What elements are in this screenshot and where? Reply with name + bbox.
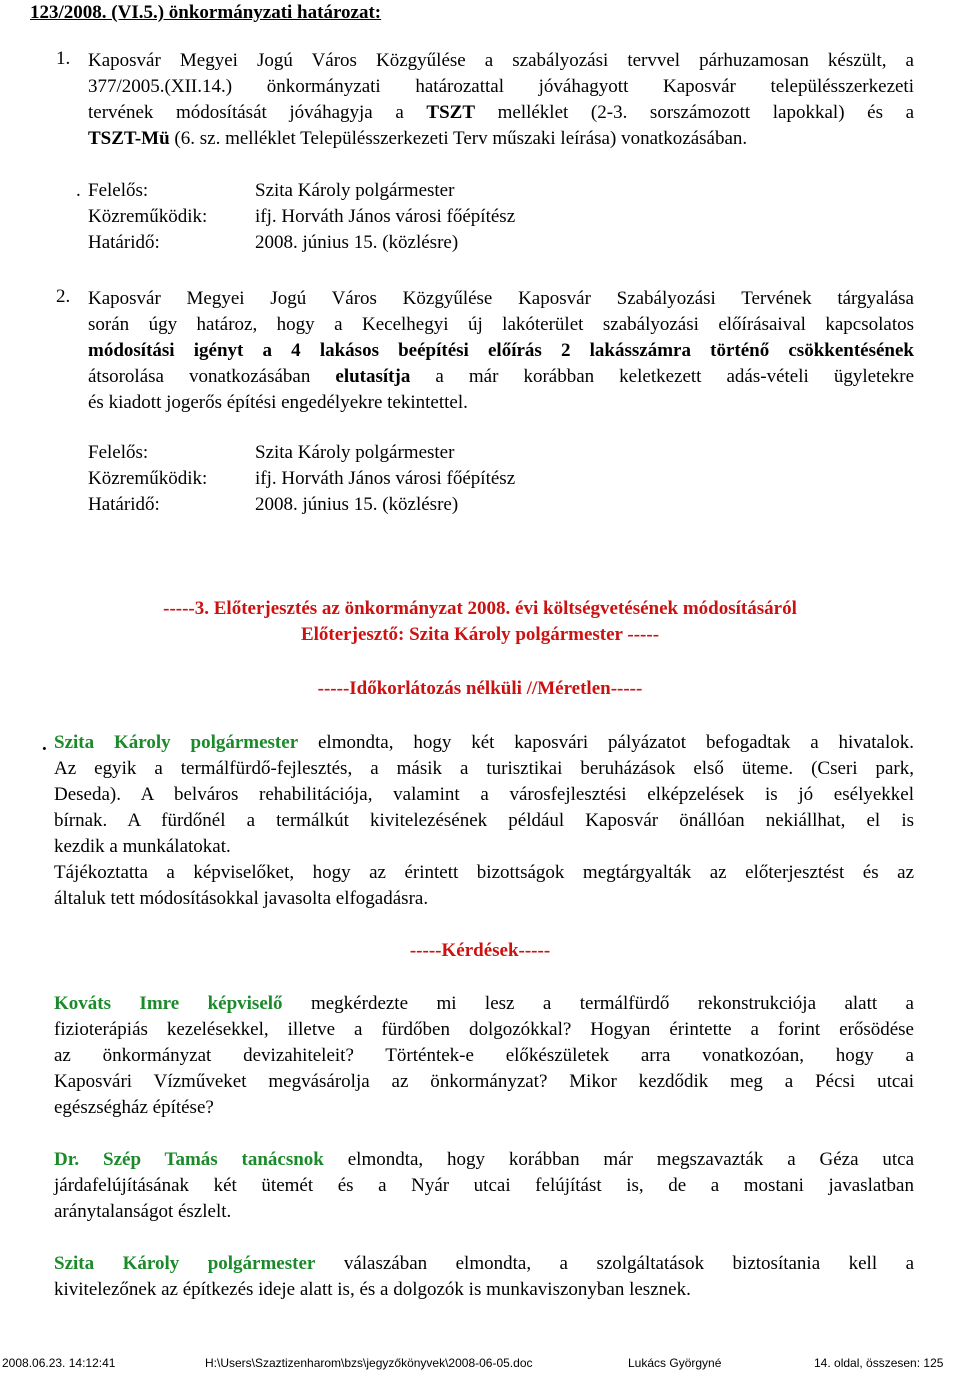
para-1-line-4: bírnak. A fürdőnél a termálkút kivitelezésének például Kaposvár önállóan nekiállhat, el is <box>54 810 914 831</box>
para-2 <box>54 991 914 1121</box>
item-1-line-1: Kaposvár Megyei Jogú Város Közgyűlése a szabályozási tervvel párhuzamosan készült, a <box>88 50 914 71</box>
resp-2-felelos-label: Felelős: <box>88 442 149 463</box>
para-4-line-1-text: válaszában elmondta, a szolgáltatások biztosítania kell a <box>343 1253 915 1274</box>
para-2-line-2: fizioterápiás kezelésekkel, illetve a fürdőben dolgozókkal? Hogyan érintette a forint erősödése <box>54 1019 914 1040</box>
item-2-line-4-a: átsorolása vonatkozásában <box>88 366 311 387</box>
para-2-line-4: Kaposvári Vízműveket megvásárolja az önkormányzat? Mikor kezdődik meg a Pécsi utcai <box>54 1071 914 1092</box>
item-1-number: 1. <box>56 48 71 69</box>
para-3 <box>54 1147 914 1225</box>
para-2-line-5: egészségház építése? <box>54 1097 214 1118</box>
para-4-speaker: Szita Károly polgármester <box>54 1253 316 1274</box>
resolution-title: 123/2008. (VI.5.) önkormányzati határozat: <box>30 2 382 23</box>
para-3-line-1 <box>54 1147 914 1173</box>
para-3-line-1-text: elmondta, hogy korábban már megszavazták a Géza utca <box>347 1149 915 1170</box>
item-2-line-2: során úgy határoz, hogy a Kecelhegyi új lakóterület szabályozási előírásaival kapcsolatos <box>88 314 914 335</box>
item-2-text <box>88 312 914 416</box>
para-4 <box>54 1251 914 1303</box>
resp-2-kozremukodik-label: Közreműködik: <box>88 468 208 489</box>
item-1-line-2: 377/2005.(XII.14.) önkormányzati határozattal jóváhagyott Kaposvár településszerkezeti <box>88 76 914 97</box>
para-3-speaker: Dr. Szép Tamás tanácsnok <box>54 1149 324 1170</box>
para-1-speaker: Szita Károly polgármester <box>54 732 299 753</box>
footer-datetime: 2008.06.23. 14:12:41 <box>2 1356 116 1370</box>
resp-2-kozremukodik-value: ifj. Horváth János városi főépítész <box>255 468 516 489</box>
footer-author: Lukács Györgyné <box>628 1356 722 1370</box>
resp-1-hatarido-label: Határidő: <box>88 232 160 253</box>
para-1-line-7: általuk tett módosításokkal javasolta elfogadásra. <box>54 888 429 909</box>
resp-2-felelos-value: Szita Károly polgármester <box>255 442 455 463</box>
resp-1-kozremukodik-label: Közreműködik: <box>88 206 208 227</box>
para-1-line-1-text: elmondta, hogy két kaposvári pályázatot befogadtak a hivatalok. <box>318 732 914 753</box>
para-1-line-1 <box>54 730 914 756</box>
para-1-line-5: kezdik a munkálatokat. <box>54 836 231 857</box>
para-1 <box>54 730 914 912</box>
responsibility-block-2 <box>88 440 788 518</box>
para-3-line-2: járdafelújításának két ütemét és a Nyár utcai felújítást is, de a mostani javaslatban <box>54 1175 914 1196</box>
para-2-line-3: az önkormányzat devizahiteleit? Történtek-e előkészületek arra vonatkozóan, hogy a <box>54 1045 914 1066</box>
resp-1-felelos-value: Szita Károly polgármester <box>255 180 455 201</box>
item-2-line-4 <box>88 364 914 390</box>
footer-page-number: 14. oldal, összesen: 125 <box>814 1356 944 1370</box>
footer-file-path: H:\Users\Szaztizenharom\bzs\jegyzőkönyvek\2008-06-05.doc <box>205 1356 533 1370</box>
questions-heading: -----Kérdések----- <box>409 940 551 961</box>
item-2-line-5: és kiadott jogerős építési engedélyekre tekintettel. <box>88 392 468 413</box>
tszt-bold: TSZT <box>426 102 475 123</box>
resp-1-kozremukodik-value: ifj. Horváth János városi főépítész <box>255 206 516 227</box>
tszt-mu-bold: TSZT-Mü <box>88 128 170 149</box>
para-4-line-2: kivitelezőnek az építkezés ideje alatt is, és a dolgozók is munkaviszonyban lesznek. <box>54 1279 691 1300</box>
elutasitja-bold: elutasítja <box>335 366 411 387</box>
para-3-line-3: aránytalanságot észlelt. <box>54 1201 232 1222</box>
item-1-line-3-a: tervének módosítását jóváhagyja a <box>88 102 404 123</box>
resp-1-prefix: . <box>76 180 81 201</box>
item-2-line-1: Kaposvár Megyei Jogú Város Közgyűlése Kaposvár Szabályozási Tervének tárgyalása <box>88 288 914 309</box>
para-2-line-1-text: megkérdezte mi lesz a termálfürdő rekonstrukciója alatt a <box>310 993 914 1014</box>
item-1-line-4 <box>88 126 914 152</box>
agenda-time-limit: -----Időkorlátozás nélküli //Méretlen----- <box>317 678 643 699</box>
item-2-line-1-box <box>88 286 914 312</box>
resp-1-felelos-label: Felelős: <box>88 180 149 201</box>
para-1-bullet: . <box>42 734 47 755</box>
para-1-line-2: Az egyik a termálfürdő-fejlesztés, a másik a turisztikai beruházások első üteme. (Cseri park, <box>54 758 914 779</box>
resp-1-hatarido-value: 2008. június 15. (közlésre) <box>255 232 459 253</box>
item-1-line-3 <box>88 100 914 126</box>
para-1-line-3: Deseda). A belváros rehabilitációja, valamint a városfejlesztési elképzelések is jó esélyekkel <box>54 784 914 805</box>
agenda-presenter: Előterjesztő: Szita Károly polgármester ----- <box>300 624 660 645</box>
para-4-line-1 <box>54 1251 914 1277</box>
responsibility-block-1 <box>76 178 776 256</box>
item-2-number: 2. <box>56 286 71 307</box>
agenda-heading: -----3. Előterjesztés az önkormányzat 2008. évi költségvetésének módosításáról <box>163 598 797 619</box>
item-1-text <box>88 48 914 152</box>
item-1-line-4-b: (6. sz. melléklet Településszerkezeti Terv műszaki leírása) vonatkozásában. <box>174 128 748 149</box>
resp-2-hatarido-label: Határidő: <box>88 494 160 515</box>
item-2-line-4-c: a már korábban keletkezett adás-vételi ügyletekre <box>435 366 915 387</box>
item-2-line-3: módosítási igényt a 4 lakásos beépítési előírás 2 lakásszámra történő csökkentésének <box>88 340 914 361</box>
para-2-line-1 <box>54 991 914 1017</box>
resp-2-hatarido-value: 2008. június 15. (közlésre) <box>255 494 459 515</box>
para-1-line-6: Tájékoztatta a képviselőket, hogy az érintett bizottságok megtárgyalták az előterjesztést és az <box>54 862 914 883</box>
para-2-speaker: Kováts Imre képviselő <box>54 993 283 1014</box>
item-1-line-3-c: melléklet (2-3. sorszámozott lapokkal) és a <box>497 102 915 123</box>
